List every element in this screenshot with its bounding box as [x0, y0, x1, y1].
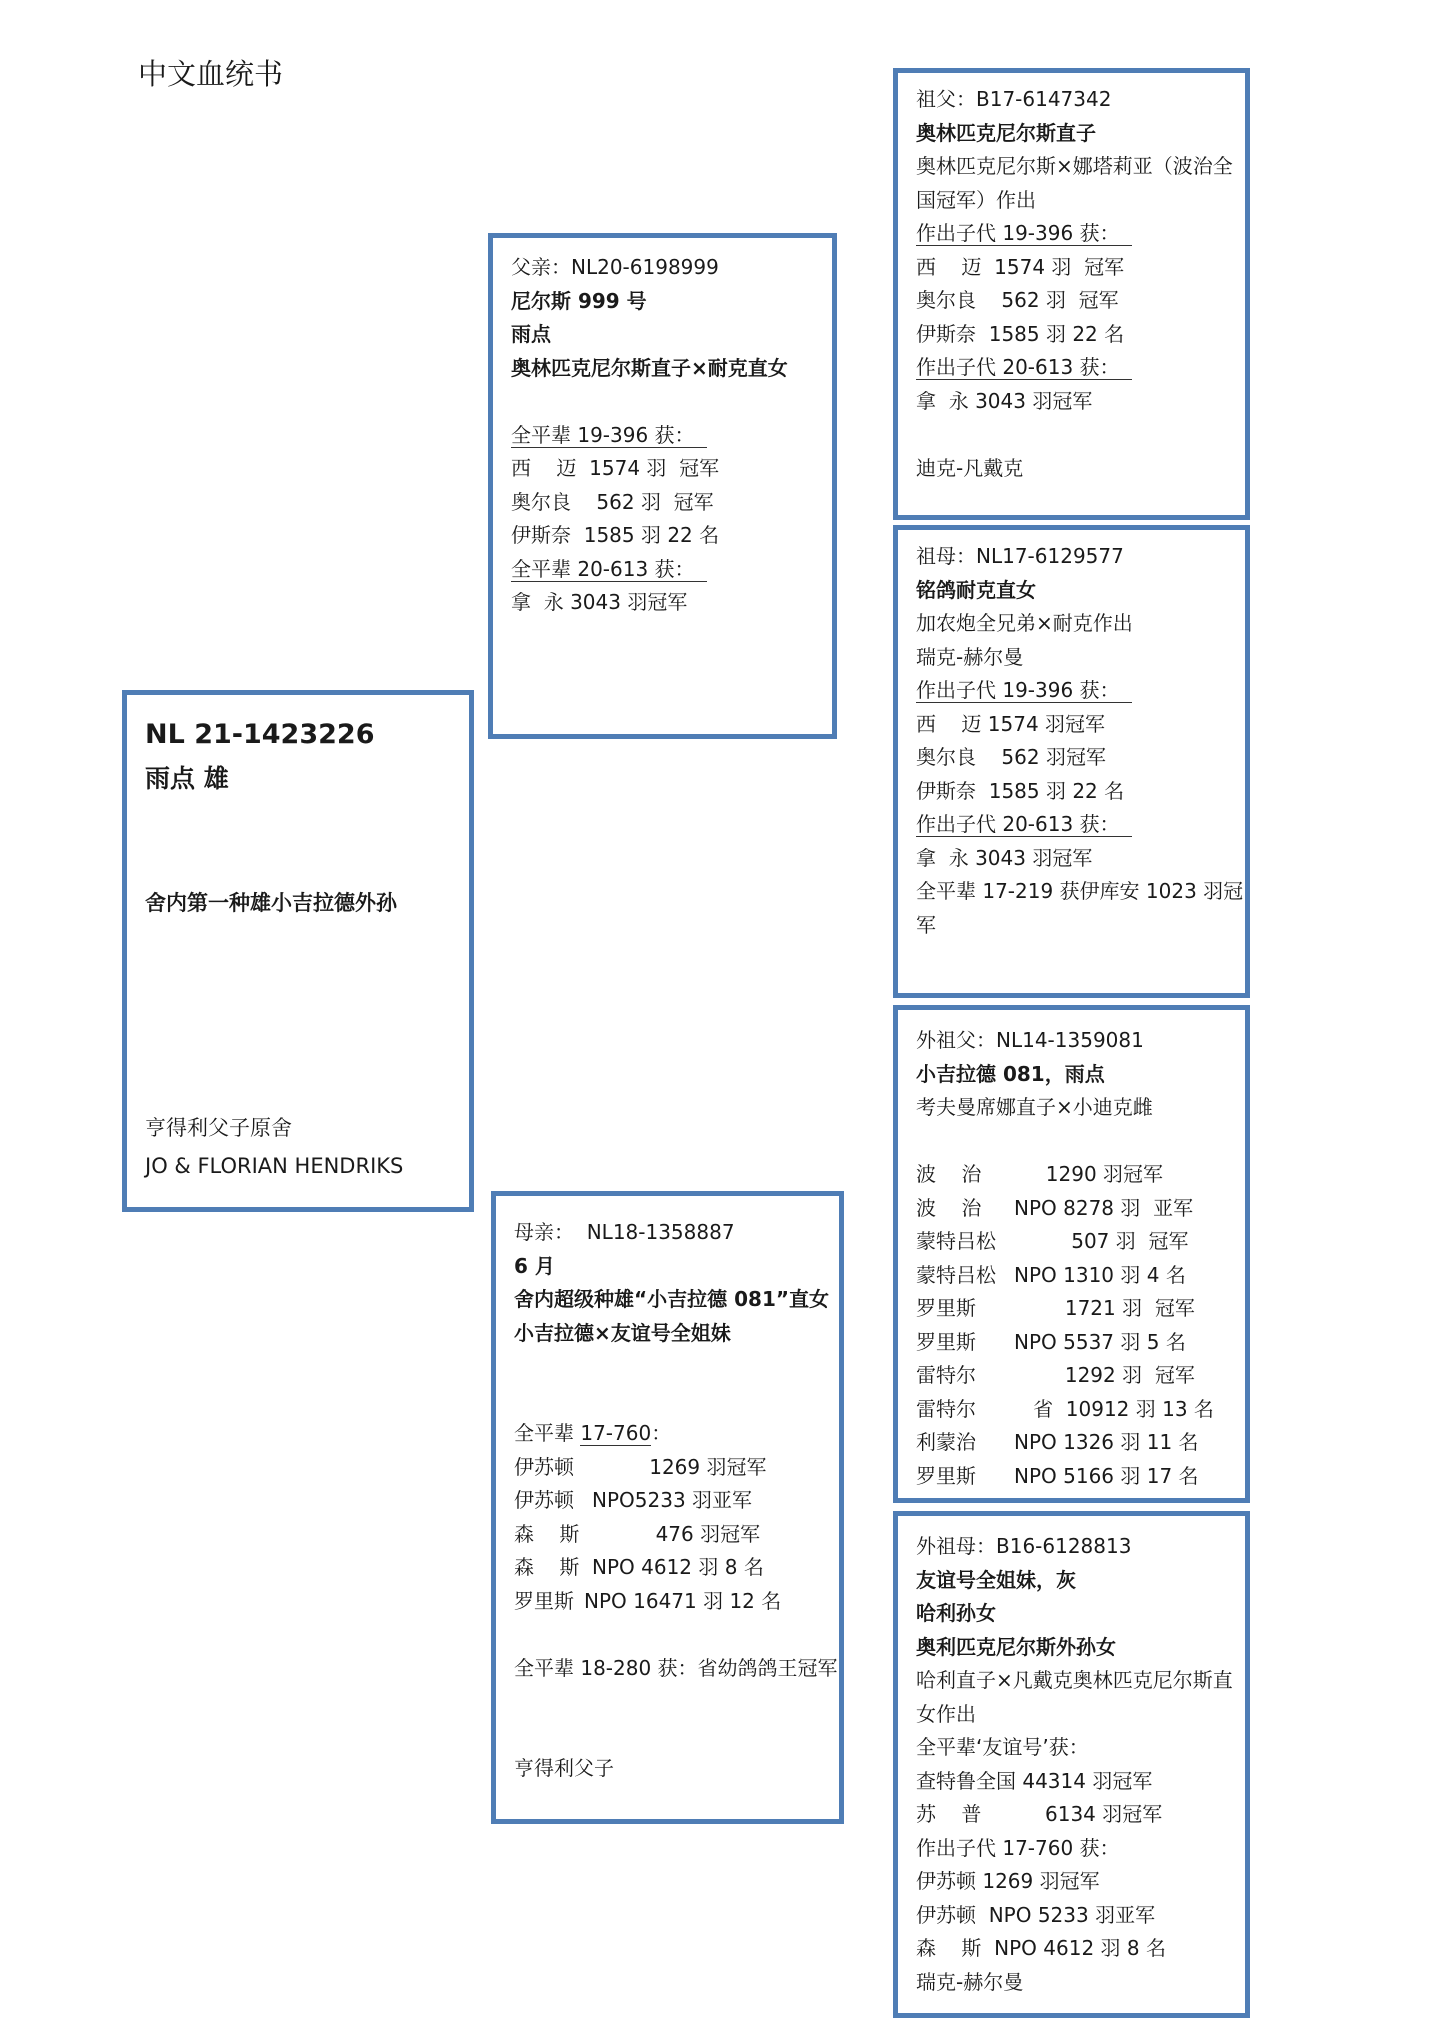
grandsire-ring-label: 祖父：B17-6147342: [916, 87, 1112, 111]
granddam-note-cont: 军: [916, 912, 936, 937]
grandsire-lineage-cont: 国冠军）作出: [916, 187, 1036, 212]
granddam-ring-label: 祖母：NL17-6129577: [916, 544, 1124, 568]
subject-breeder-en: JO & FLORIAN HENDRIKS: [145, 1153, 404, 1178]
maternal-granddam-ring-label: 外祖母：B16-6128813: [916, 1534, 1132, 1558]
sire-ring-label: 父亲：NL20-6198999: [511, 255, 719, 279]
maternal-grandsire-ring-label: 外祖父：NL14-1359081: [916, 1028, 1144, 1052]
dam-loft: 亨得利父子: [514, 1756, 614, 1780]
granddam-result: 西 迈 1574 羽冠军: [916, 711, 1106, 736]
grandsire-card: [893, 68, 1250, 520]
dam-result-row: 伊苏顿 NPO5233 羽亚军: [514, 1488, 753, 1512]
sire-results-heading-1: 全平辈 19-396 获：: [511, 419, 814, 453]
maternal-grandsire-result-row: 蒙特吕松 NPO 1310 羽 4 名: [916, 1262, 1186, 1287]
granddam-note: 全平辈 17-219 获伊库安 1023 羽冠: [916, 879, 1244, 903]
maternal-granddam-card: [893, 1511, 1250, 2018]
subject-breeder-cn: 亨得利父子原舍: [145, 1115, 292, 1140]
subject-ring-number: NL 21-1423226: [145, 719, 375, 750]
maternal-granddam-result: 伊苏顿 1269 羽冠军: [916, 1869, 1100, 1893]
sire-result: 奥尔良 562 羽 冠军: [511, 489, 714, 514]
maternal-grandsire-result-row: 罗里斯 NPO 5166 羽 17 名: [916, 1463, 1199, 1488]
dam-ring-label: 母亲： NL18-1358887: [514, 1220, 735, 1244]
granddam-results-heading-1: 作出子代 19-396 获：: [916, 674, 1227, 708]
dam-note: 全平辈 18-280 获：省幼鸽鸽王冠军: [514, 1655, 838, 1680]
dam-card: [491, 1191, 844, 1824]
subject-description: 舍内第一种雄小吉拉德外孙: [145, 891, 397, 915]
dam-result-row: 森 斯 NPO 4612 羽 8 名: [514, 1555, 764, 1579]
granddam-result: 伊斯奈 1585 羽 22 名: [916, 778, 1125, 803]
maternal-grandsire-result-row: 波 治 1290 羽冠军: [916, 1162, 1164, 1186]
sire-result: 伊斯奈 1585 羽 22 名: [511, 523, 720, 547]
sire-card: [488, 233, 837, 739]
sire-lineage: 奥林匹克尼尔斯直子×耐克直女: [511, 355, 788, 380]
grandsire-lineage: 奥林匹克尼尔斯×娜塔莉亚（波治全: [916, 154, 1233, 178]
maternal-grandsire-result-row: 雷特尔 省 10912 羽 13 名: [916, 1396, 1214, 1421]
maternal-grandsire-result-row: 波 治 NPO 8278 羽 亚军: [916, 1195, 1194, 1220]
subject-name: 雨点 雄: [145, 764, 229, 793]
dam-name: 6 月: [514, 1253, 555, 1278]
maternal-grandsire-name: 小吉拉德 081，雨点: [916, 1061, 1105, 1086]
dam-result-row: 森 斯 476 羽冠军: [514, 1521, 761, 1546]
maternal-grandsire-result-row: 利蒙治 NPO 1326 羽 11 名: [916, 1430, 1199, 1454]
maternal-granddam-result: 查特鲁全国 44314 羽冠军: [916, 1768, 1153, 1793]
granddam-result: 拿 永 3043 羽冠军: [916, 845, 1093, 870]
maternal-granddam-sibling-heading: 全平辈‘友谊号’获：: [916, 1735, 1089, 1759]
maternal-granddam-result: 苏 普 6134 羽冠军: [916, 1802, 1163, 1826]
document-title: 中文血统书: [138, 57, 284, 91]
grandsire-result: 西 迈 1574 羽 冠军: [916, 254, 1125, 279]
granddam-name: 铭鸽耐克直女: [916, 577, 1036, 602]
granddam-lineage: 加农炮全兄弟×耐克作出: [916, 611, 1133, 635]
dam-lineage: 小吉拉德×友谊号全姐妹: [514, 1320, 731, 1345]
maternal-grandsire-result-row: 罗里斯 NPO 5537 羽 5 名: [916, 1329, 1186, 1354]
maternal-granddam-breeder: 瑞克-赫尔曼: [916, 1969, 1024, 1994]
subject-card: [122, 690, 474, 1212]
dam-result-row: 罗里斯 NPO 16471 羽 12 名: [514, 1588, 782, 1613]
maternal-grandsire-result-row: 罗里斯 1721 羽 冠军: [916, 1296, 1195, 1320]
grandsire-breeder: 迪克-凡戴克: [916, 455, 1024, 480]
sire-results-heading-2: 全平辈 20-613 获：: [511, 553, 814, 587]
maternal-grandsire-lineage: 考夫曼席娜直子×小迪克雌: [916, 1095, 1153, 1119]
grandsire-name: 奥林匹克尼尔斯直子: [916, 120, 1096, 145]
granddam-result: 奥尔良 562 羽冠军: [916, 745, 1106, 769]
maternal-granddam-result: 森 斯 NPO 4612 羽 8 名: [916, 1936, 1166, 1960]
sire-result: 西 迈 1574 羽 冠军: [511, 456, 720, 480]
maternal-grandsire-result-row: 蒙特吕松 507 羽 冠军: [916, 1229, 1189, 1253]
maternal-granddam-relation-2: 奥利匹克尼尔斯外孙女: [916, 1634, 1116, 1659]
dam-result-row: 伊苏顿 1269 羽冠军: [514, 1454, 767, 1479]
maternal-granddam-offspring-heading: 作出子代 17-760 获：: [916, 1835, 1120, 1860]
maternal-grandsire-card: [893, 1005, 1250, 1503]
grandsire-results-heading-2: 作出子代 20-613 获：: [916, 351, 1227, 385]
granddam-results-heading-2: 作出子代 20-613 获：: [916, 808, 1227, 842]
granddam-card: [893, 525, 1250, 998]
maternal-granddam-relation-1: 哈利孙女: [916, 1601, 996, 1625]
grandsire-result: 拿 永 3043 羽冠军: [916, 388, 1093, 413]
dam-results-heading: 全平辈 17-760：: [514, 1421, 672, 1445]
sire-name: 尼尔斯 999 号: [511, 288, 647, 313]
maternal-grandsire-result-row: 雷特尔 1292 羽 冠军: [916, 1363, 1195, 1387]
grandsire-result: 伊斯奈 1585 羽 22 名: [916, 321, 1125, 346]
sire-color: 雨点: [511, 322, 551, 346]
maternal-granddam-result: 伊苏顿 NPO 5233 羽亚军: [916, 1902, 1156, 1927]
dam-description: 舍内超级种雄“小吉拉德 081”直女: [514, 1287, 829, 1311]
sire-result: 拿 永 3043 羽冠军: [511, 590, 688, 614]
granddam-breeder: 瑞克-赫尔曼: [916, 644, 1024, 669]
maternal-granddam-name: 友谊号全姐妹，灰: [916, 1567, 1076, 1592]
maternal-granddam-lineage: 哈利直子×凡戴克奥林匹克尼尔斯直: [916, 1668, 1233, 1692]
grandsire-results-heading-1: 作出子代 19-396 获：: [916, 217, 1227, 251]
maternal-granddam-lineage-cont: 女作出: [916, 1701, 976, 1726]
grandsire-result: 奥尔良 562 羽 冠军: [916, 288, 1119, 312]
